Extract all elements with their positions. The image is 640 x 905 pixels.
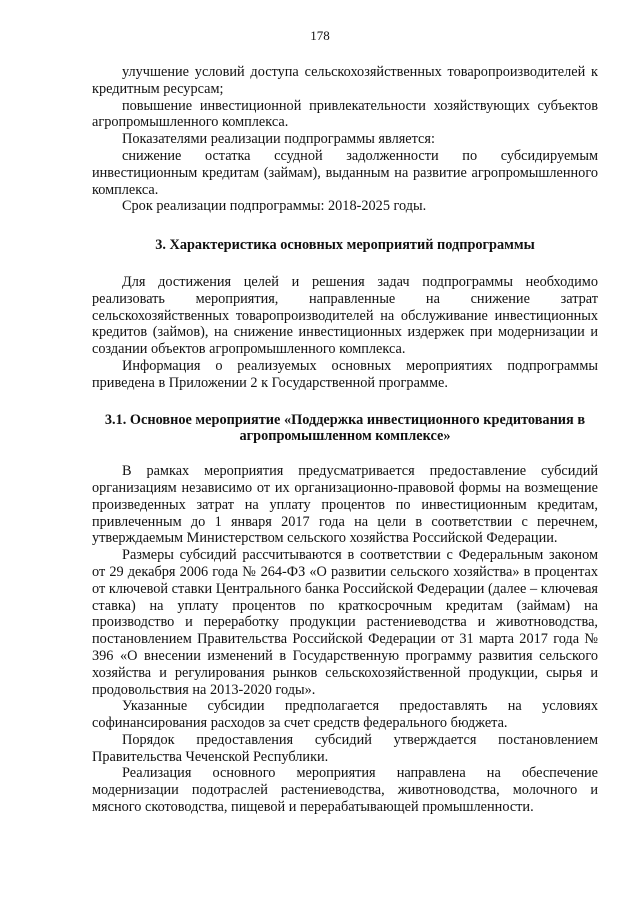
paragraph: Показателями реализации подпрограммы является: bbox=[122, 131, 435, 148]
paragraph: Указанные субсидии предполагается предоставлять на условиях софинансирования расходов за счет средств федерального бюджета. bbox=[92, 698, 598, 732]
paragraph: Для достижения целей и решения задач подпрограммы необходимо реализовать мероприятия, направленные на снижение затрат сельскохозяйственных товаропроизводителей на обслуживание инвестиционных кредитов (займов), на снижение инвестиционных издержек при модернизации и создании объектов агропромышленного комплекса. bbox=[92, 273, 598, 358]
paragraph: Срок реализации подпрограммы: 2018-2025 годы. bbox=[122, 198, 427, 215]
page-content bbox=[92, 64, 598, 816]
section-3-heading: 3. Характеристика основных мероприятий подпрограммы bbox=[155, 237, 535, 254]
paragraph: В рамках мероприятия предусматривается предоставление субсидий организациям независимо от их организационно-правовой формы на возмещение произведенных затрат на уплату процентов по инвестиционным кредитам, привлеченным до 1 января 2017 года на цели в соответствии с перечнем, утверждаемым Министерством сельского хозяйства Российской Федерации. bbox=[92, 463, 598, 547]
paragraph: Порядок предоставления субсидий утверждается постановлением Правительства Чеченской Республики. bbox=[92, 731, 598, 765]
paragraph: повышение инвестиционной привлекательности хозяйствующих субъектов агропромышленного комплекса. bbox=[92, 97, 598, 131]
page-number: 178 bbox=[310, 28, 330, 43]
section-3-1-heading: 3.1. Основное мероприятие «Поддержка инвестиционного кредитования в агропромышленном комплексе» bbox=[104, 411, 586, 445]
paragraph: Размеры субсидий рассчитываются в соответствии с Федеральным законом от 29 декабря 2006 года № 264-ФЗ «О развитии сельского хозяйства» в процентах от ключевой ставки Центрального банка Российской Федерации (далее – ключевая ставка) на уплату процентов по краткосрочным кредитам (займам) на производство и переработку продукции растениеводства и животноводства, постановлением Правительства Российской Федерации от 31 марта 2017 года № 396 «О внесении изменений в Государственную программу развития сельского хозяйства и регулирования рынков сельскохозяйственной продукции, сырья и продовольствия на 2013-2020 годы». bbox=[92, 547, 598, 698]
paragraph: улучшение условий доступа сельскохозяйственных товаропроизводителей к кредитным ресурсам; bbox=[92, 64, 598, 97]
paragraph: Информация о реализуемых основных мероприятиях подпрограммы приведена в Приложении 2 к Государственной программе. bbox=[92, 357, 598, 391]
paragraph: снижение остатка ссудной задолженности по субсидируемым инвестиционным кредитам (займам), выданным на развитие агропромышленного комплекса. bbox=[92, 147, 598, 198]
paragraph: Реализация основного мероприятия направлена на обеспечение модернизации подотраслей растениеводства, животноводства, молочного и мясного скотоводства, пищевой и перерабатывающей промышленности. bbox=[92, 765, 598, 816]
